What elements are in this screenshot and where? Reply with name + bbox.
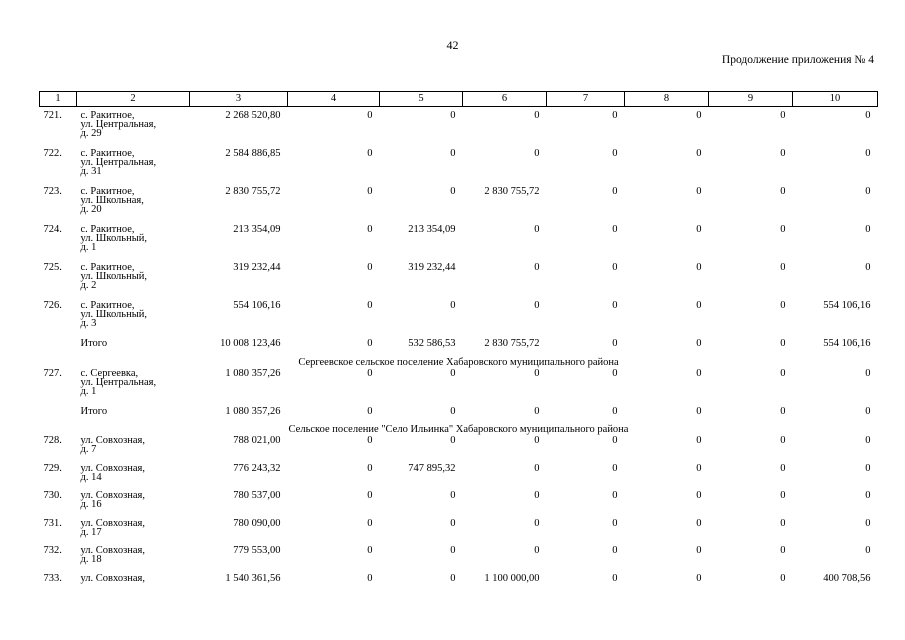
value-cell-c4: 0	[367, 224, 373, 235]
value-cell-c9: 0	[780, 262, 786, 273]
value-cell-c5: 213 354,09	[408, 224, 456, 235]
value-cell-c5: 747 895,32	[408, 462, 456, 474]
value-cell-c8: 0	[696, 368, 702, 379]
row-number-cell	[40, 339, 77, 356]
table-row	[40, 149, 878, 187]
value-cell-c5: 0	[450, 517, 456, 529]
address-cell: с. Сергеевка, ул. Центральная, д. 1	[80, 368, 157, 397]
address-cell: с. Ракитное, ул. Центральная, д. 29	[80, 110, 157, 139]
value-cell-c6: 2 830 755,72	[484, 186, 540, 197]
total-value-c3: 1 080 357,26	[225, 406, 281, 417]
value-cell-c6: 0	[534, 224, 540, 235]
table-row	[40, 464, 878, 492]
address-cell: с. Ракитное, ул. Школьный, д. 2	[80, 262, 147, 291]
value-cell-c4: 0	[367, 435, 373, 446]
section-row	[40, 423, 878, 436]
value-cell-c3: 780 090,00	[233, 517, 281, 529]
value-cell-c10: 554 106,16	[823, 300, 871, 311]
value-cell-c9: 0	[780, 300, 786, 311]
value-cell-c10: 0	[865, 545, 871, 556]
row-number-cell: 731.	[43, 517, 62, 529]
total-row	[40, 407, 878, 423]
table-row	[40, 436, 878, 464]
value-cell-c3: 554 106,16	[233, 300, 281, 311]
value-cell-c7: 0	[612, 490, 618, 501]
table-body	[40, 92, 878, 589]
value-cell-c8: 0	[696, 462, 702, 474]
column-header: 2	[77, 92, 190, 107]
value-cell-c5: 0	[450, 148, 456, 159]
value-cell-c10: 0	[865, 186, 871, 197]
value-cell-c3: 1 540 361,56	[225, 572, 281, 584]
value-cell-c7: 0	[612, 262, 618, 273]
value-cell-c3: 213 354,09	[233, 224, 281, 235]
row-number-cell: 726.	[43, 300, 62, 311]
value-cell-c9: 0	[780, 545, 786, 556]
value-cell-c7: 0	[612, 435, 618, 446]
value-cell-c7: 0	[612, 148, 618, 159]
value-cell-c8: 0	[696, 300, 702, 311]
value-cell-c6: 0	[534, 490, 540, 501]
value-cell-c10: 0	[865, 490, 871, 501]
address-cell: с. Ракитное, ул. Школьная, д. 20	[80, 186, 144, 215]
value-cell-c5: 0	[450, 186, 456, 197]
value-cell-c6: 0	[534, 262, 540, 273]
value-cell-c4: 0	[367, 148, 373, 159]
value-cell-c6: 1 100 000,00	[484, 572, 540, 584]
row-number-cell: 733.	[43, 572, 62, 584]
value-cell-c6: 0	[534, 545, 540, 556]
total-value-c8: 0	[696, 338, 702, 349]
value-cell-c9: 0	[780, 224, 786, 235]
section-title: Сергеевское сельское поселение Хабаровского муниципального района	[298, 357, 619, 368]
value-cell-c9: 0	[780, 435, 786, 446]
section-title: Сельское поселение "Село Ильинка" Хабаровского муниципального района	[288, 424, 629, 435]
table-row	[40, 263, 878, 301]
column-header: 9	[709, 92, 793, 107]
value-cell-c5: 319 232,44	[408, 262, 456, 273]
value-cell-c8: 0	[696, 545, 702, 556]
value-cell-c4: 0	[367, 517, 373, 529]
value-cell-c6: 0	[534, 462, 540, 474]
value-cell-c9: 0	[780, 186, 786, 197]
value-cell-c7: 0	[612, 224, 618, 235]
total-value-c3: 10 008 123,46	[220, 338, 281, 349]
value-cell-c10: 0	[865, 517, 871, 529]
address-cell: ул. Совхозная, д. 17	[80, 517, 145, 538]
value-cell-c10: 0	[865, 462, 871, 474]
value-cell-c5: 0	[450, 368, 456, 379]
data-table	[39, 91, 878, 589]
value-cell-c4: 0	[367, 110, 373, 121]
row-number-cell: 723.	[43, 186, 62, 197]
row-number-cell: 732.	[43, 545, 62, 556]
value-cell-c3: 2 268 520,80	[225, 110, 281, 121]
table-row	[40, 574, 878, 589]
value-cell-c4: 0	[367, 186, 373, 197]
page-number: 42	[446, 38, 459, 52]
value-cell-c10: 400 708,56	[823, 572, 871, 584]
value-cell-c9: 0	[780, 517, 786, 529]
row-number-cell: 724.	[43, 224, 62, 235]
value-cell-c4: 0	[367, 572, 373, 584]
column-header: 3	[190, 92, 288, 107]
value-cell-c4: 0	[367, 300, 373, 311]
total-value-c4: 0	[367, 406, 373, 417]
value-cell-c8: 0	[696, 110, 702, 121]
total-row	[40, 339, 878, 356]
row-number-cell: 722.	[43, 148, 62, 159]
total-value-c6: 2 830 755,72	[484, 338, 540, 349]
value-cell-c6: 0	[534, 517, 540, 529]
value-cell-c9: 0	[780, 148, 786, 159]
table-row	[40, 369, 878, 407]
table-row	[40, 187, 878, 225]
value-cell-c5: 0	[450, 572, 456, 584]
value-cell-c5: 0	[450, 300, 456, 311]
value-cell-c9: 0	[780, 462, 786, 474]
value-cell-c8: 0	[696, 490, 702, 501]
value-cell-c6: 0	[534, 300, 540, 311]
row-number-cell: 728.	[43, 435, 62, 446]
total-value-c5: 532 586,53	[408, 338, 456, 349]
value-cell-c7: 0	[612, 462, 618, 474]
column-header: 5	[380, 92, 463, 107]
total-value-c7: 0	[612, 406, 618, 417]
value-cell-c3: 788 021,00	[233, 435, 281, 446]
total-value-c10: 0	[865, 406, 871, 417]
value-cell-c7: 0	[612, 545, 618, 556]
table-row	[40, 301, 878, 339]
value-cell-c4: 0	[367, 368, 373, 379]
column-header: 7	[547, 92, 625, 107]
value-cell-c3: 319 232,44	[233, 262, 281, 273]
value-cell-c7: 0	[612, 110, 618, 121]
column-header: 10	[793, 92, 878, 107]
total-label: Итого	[80, 338, 108, 349]
value-cell-c4: 0	[367, 545, 373, 556]
value-cell-c7: 0	[612, 300, 618, 311]
column-header: 6	[463, 92, 547, 107]
column-header: 1	[40, 92, 77, 107]
value-cell-c5: 0	[450, 435, 456, 446]
value-cell-c10: 0	[865, 368, 871, 379]
column-header: 4	[288, 92, 380, 107]
row-number-cell: 725.	[43, 262, 62, 273]
table-row	[40, 225, 878, 263]
value-cell-c8: 0	[696, 224, 702, 235]
row-number-cell: 730.	[43, 490, 62, 501]
table-row	[40, 491, 878, 519]
total-label: Итого	[80, 406, 108, 417]
address-cell: с. Ракитное, ул. Школьный, д. 3	[80, 300, 147, 329]
value-cell-c9: 0	[780, 572, 786, 584]
value-cell-c9: 0	[780, 110, 786, 121]
table-header-row	[40, 92, 878, 107]
value-cell-c5: 0	[450, 110, 456, 121]
value-cell-c9: 0	[780, 368, 786, 379]
total-value-c7: 0	[612, 338, 618, 349]
value-cell-c8: 0	[696, 572, 702, 584]
value-cell-c8: 0	[696, 186, 702, 197]
table-row	[40, 519, 878, 547]
value-cell-c9: 0	[780, 490, 786, 501]
value-cell-c6: 0	[534, 368, 540, 379]
continuation-heading: Продолжение приложения № 4	[721, 54, 874, 66]
value-cell-c10: 0	[865, 110, 871, 121]
address-cell: ул. Совхозная,	[80, 572, 145, 584]
value-cell-c3: 1 080 357,26	[225, 368, 281, 379]
total-value-c8: 0	[696, 406, 702, 417]
row-number-cell: 729.	[43, 462, 62, 474]
value-cell-c8: 0	[696, 148, 702, 159]
row-number-cell	[40, 407, 77, 423]
section-row	[40, 356, 878, 369]
address-cell: ул. Совхозная, д. 16	[80, 490, 145, 510]
address-cell: с. Ракитное, ул. Школьный, д. 1	[80, 224, 147, 253]
value-cell-c5: 0	[450, 490, 456, 501]
value-cell-c5: 0	[450, 545, 456, 556]
total-value-c9: 0	[780, 406, 786, 417]
value-cell-c4: 0	[367, 462, 373, 474]
value-cell-c7: 0	[612, 517, 618, 529]
value-cell-c8: 0	[696, 435, 702, 446]
value-cell-c6: 0	[534, 148, 540, 159]
row-number-cell: 721.	[43, 110, 62, 121]
table-row	[40, 107, 878, 150]
value-cell-c7: 0	[612, 186, 618, 197]
row-number-cell: 727.	[43, 368, 62, 379]
value-cell-c8: 0	[696, 262, 702, 273]
value-cell-c7: 0	[612, 368, 618, 379]
total-value-c10: 554 106,16	[823, 338, 871, 349]
value-cell-c4: 0	[367, 490, 373, 501]
value-cell-c3: 776 243,32	[233, 462, 281, 474]
total-value-c6: 0	[534, 406, 540, 417]
value-cell-c10: 0	[865, 435, 871, 446]
address-cell: с. Ракитное, ул. Центральная, д. 31	[80, 148, 157, 177]
value-cell-c7: 0	[612, 572, 618, 584]
value-cell-c3: 2 830 755,72	[225, 186, 281, 197]
value-cell-c6: 0	[534, 110, 540, 121]
value-cell-c10: 0	[865, 224, 871, 235]
column-header: 8	[625, 92, 709, 107]
value-cell-c3: 780 537,00	[233, 490, 281, 501]
total-value-c5: 0	[450, 406, 456, 417]
value-cell-c3: 2 584 886,85	[225, 148, 281, 159]
value-cell-c4: 0	[367, 262, 373, 273]
value-cell-c8: 0	[696, 517, 702, 529]
total-value-c9: 0	[780, 338, 786, 349]
total-value-c4: 0	[367, 338, 373, 349]
value-cell-c10: 0	[865, 262, 871, 273]
value-cell-c10: 0	[865, 148, 871, 159]
value-cell-c3: 779 553,00	[233, 545, 281, 556]
value-cell-c6: 0	[534, 435, 540, 446]
address-cell: ул. Совхозная, д. 18	[80, 545, 145, 565]
address-cell: ул. Совхозная, д. 14	[80, 462, 145, 483]
address-cell: ул. Совхозная, д. 7	[80, 435, 145, 455]
table-row	[40, 546, 878, 574]
